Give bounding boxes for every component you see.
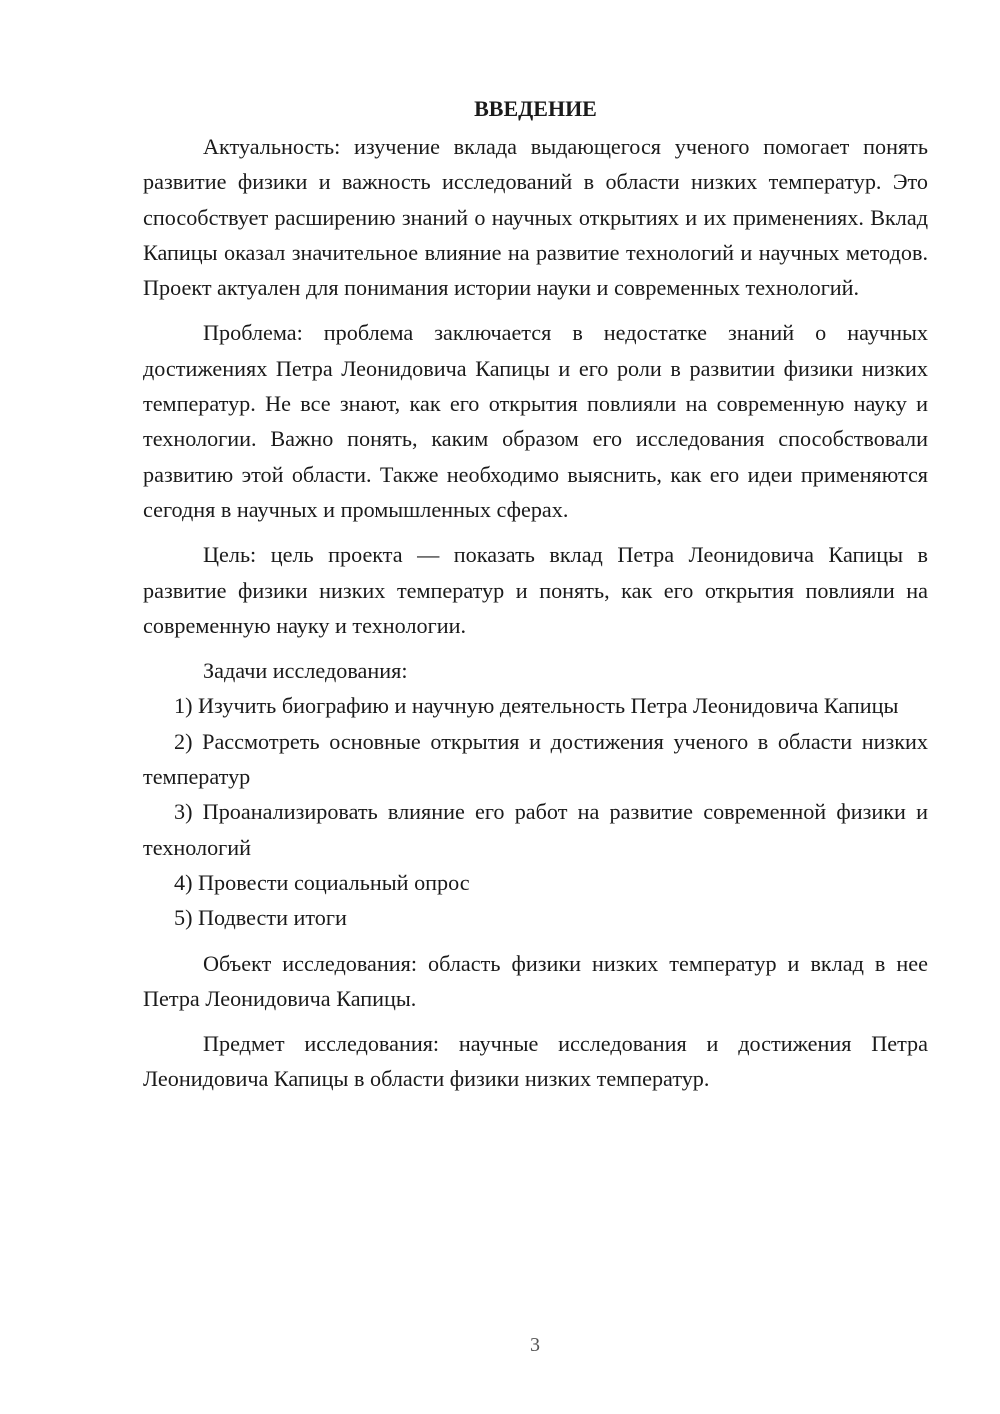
document-page: [143, 92, 928, 1097]
object-paragraph: Объект исследования: область физики низких температур и вклад в нее Петра Леонидовича Капицы.: [143, 950, 928, 1011]
goal-paragraph: Цель: цель проекта — показать вклад Петра Леонидовича Капицы в развитие физики низких температур и понять, как его открытия повлияли на современную науку и технологии.: [143, 542, 928, 638]
tasks-title: Задачи исследования:: [203, 658, 408, 684]
task-item-5: 5) Подвести итоги: [174, 905, 347, 931]
page-number: 3: [530, 1334, 540, 1356]
task-item-2: 2) Рассмотреть основные открытия и достижения ученого в области низких температур: [143, 728, 928, 790]
relevance-paragraph: Актуальность: изучение вклада выдающегося ученого помогает понять развитие физики и важность исследований в области низких температур. Это способствует расширению знаний о научных открытиях и их применениях. Вклад Капицы оказал значительное влияние на развитие технологий и научных методов. Проект актуален для понимания истории науки и современных технологий.: [143, 134, 928, 301]
task-item-3: 3) Проанализировать влияние его работ на развитие современной физики и технологий: [143, 799, 928, 860]
problem-paragraph: Проблема: проблема заключается в недостатке знаний о научных достижениях Петра Леонидовича Капицы и его роли в развитии физики низких температур. Не все знают, как его открытия повлияли на современную науку и технологии. Важно понять, каким образом его исследования способствовали развитию этой области. Также необходимо выяснить, как его идеи применяются сегодня в научных и промышленных сферах.: [143, 320, 928, 522]
task-item-4: 4) Провести социальный опрос: [174, 869, 470, 895]
task-item-1: 1) Изучить биографию и научную деятельность Петра Леонидовича Капицы: [174, 693, 899, 719]
section-heading: ВВЕДЕНИЕ: [474, 96, 597, 121]
subject-paragraph: Предмет исследования: научные исследования и достижения Петра Леонидовича Капицы в области физики низких температур.: [143, 1031, 928, 1092]
